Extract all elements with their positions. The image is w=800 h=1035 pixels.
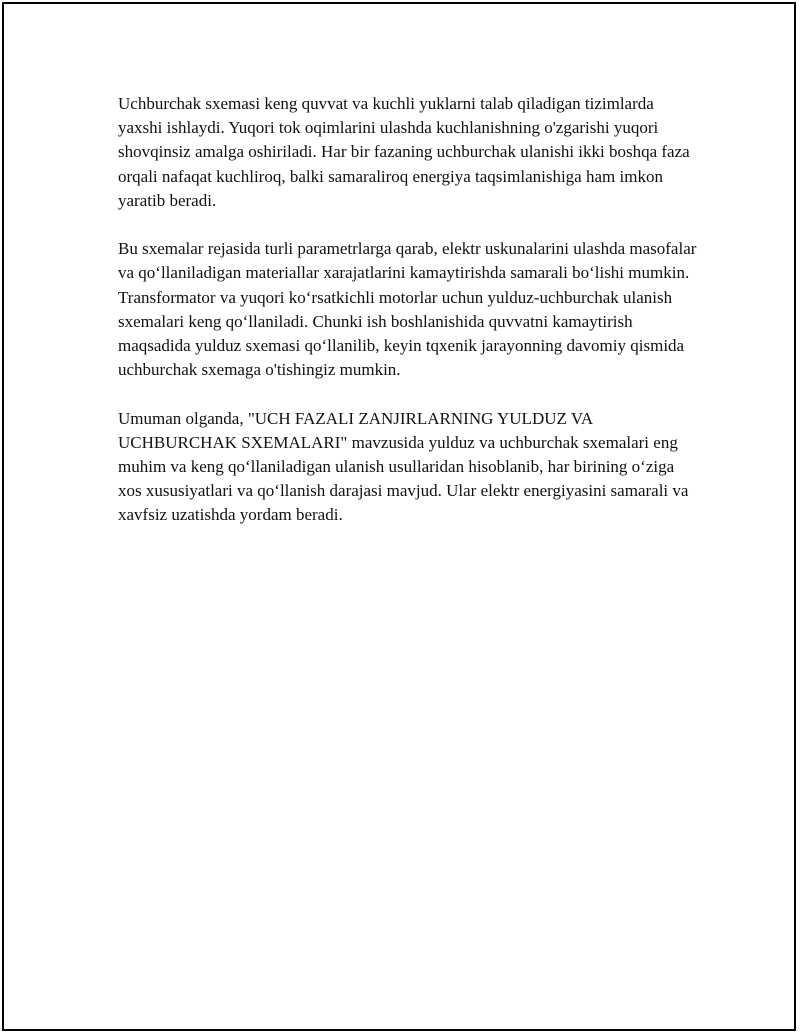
paragraph-1: Uchburchak sxemasi keng quvvat va kuchli yuklarni talab qiladigan tizimlarda yaxshi ishlaydi. Yuqori tok oqimlarini ulashda kuchlanishning o'zgarishi yuqori shovqinsiz amalga oshiriladi. Har bir fazaning uchburchak ulanishi ikki boshqa faza orqali nafaqat kuchliroq, balki samaraliroq energiya taqsimlanishiga ham imkon yaratib beradi. (118, 94, 690, 210)
paragraph-2: Bu sxemalar rejasida turli parametrlarga qarab, elektr uskunalarini ulashda masofalar va qo‘llaniladigan materiallar xarajatlarini kamaytirishda samarali bo‘lishi mumkin. Transformator va yuqori ko‘rsatkichli motorlar uchun yulduz-uchburchak ulanish sxemalari keng qo‘llaniladi. Chunki ish boshlanishida quvvatni kamaytirish maqsadida yulduz sxemasi qo‘llanilib, keyin tqxenik jarayonning davomiy qismida uchburchak sxemaga o'tishingiz mumkin. (118, 239, 697, 380)
document-body (118, 92, 700, 552)
paragraph-3: Umuman olganda, "UCH FAZALI ZANJIRLARNING YULDUZ VA UCHBURCHAK SXEMALARI" mavzusida yulduz va uchburchak sxemalari eng muhim va keng qo‘llaniladigan ulanish usullaridan hisoblanib, har birining o‘ziga xos xususiyatlari va qo‘llanish darajasi mavjud. Ular elektr energiyasini samarali va xavfsiz uzatishda yordam beradi. (118, 408, 689, 525)
